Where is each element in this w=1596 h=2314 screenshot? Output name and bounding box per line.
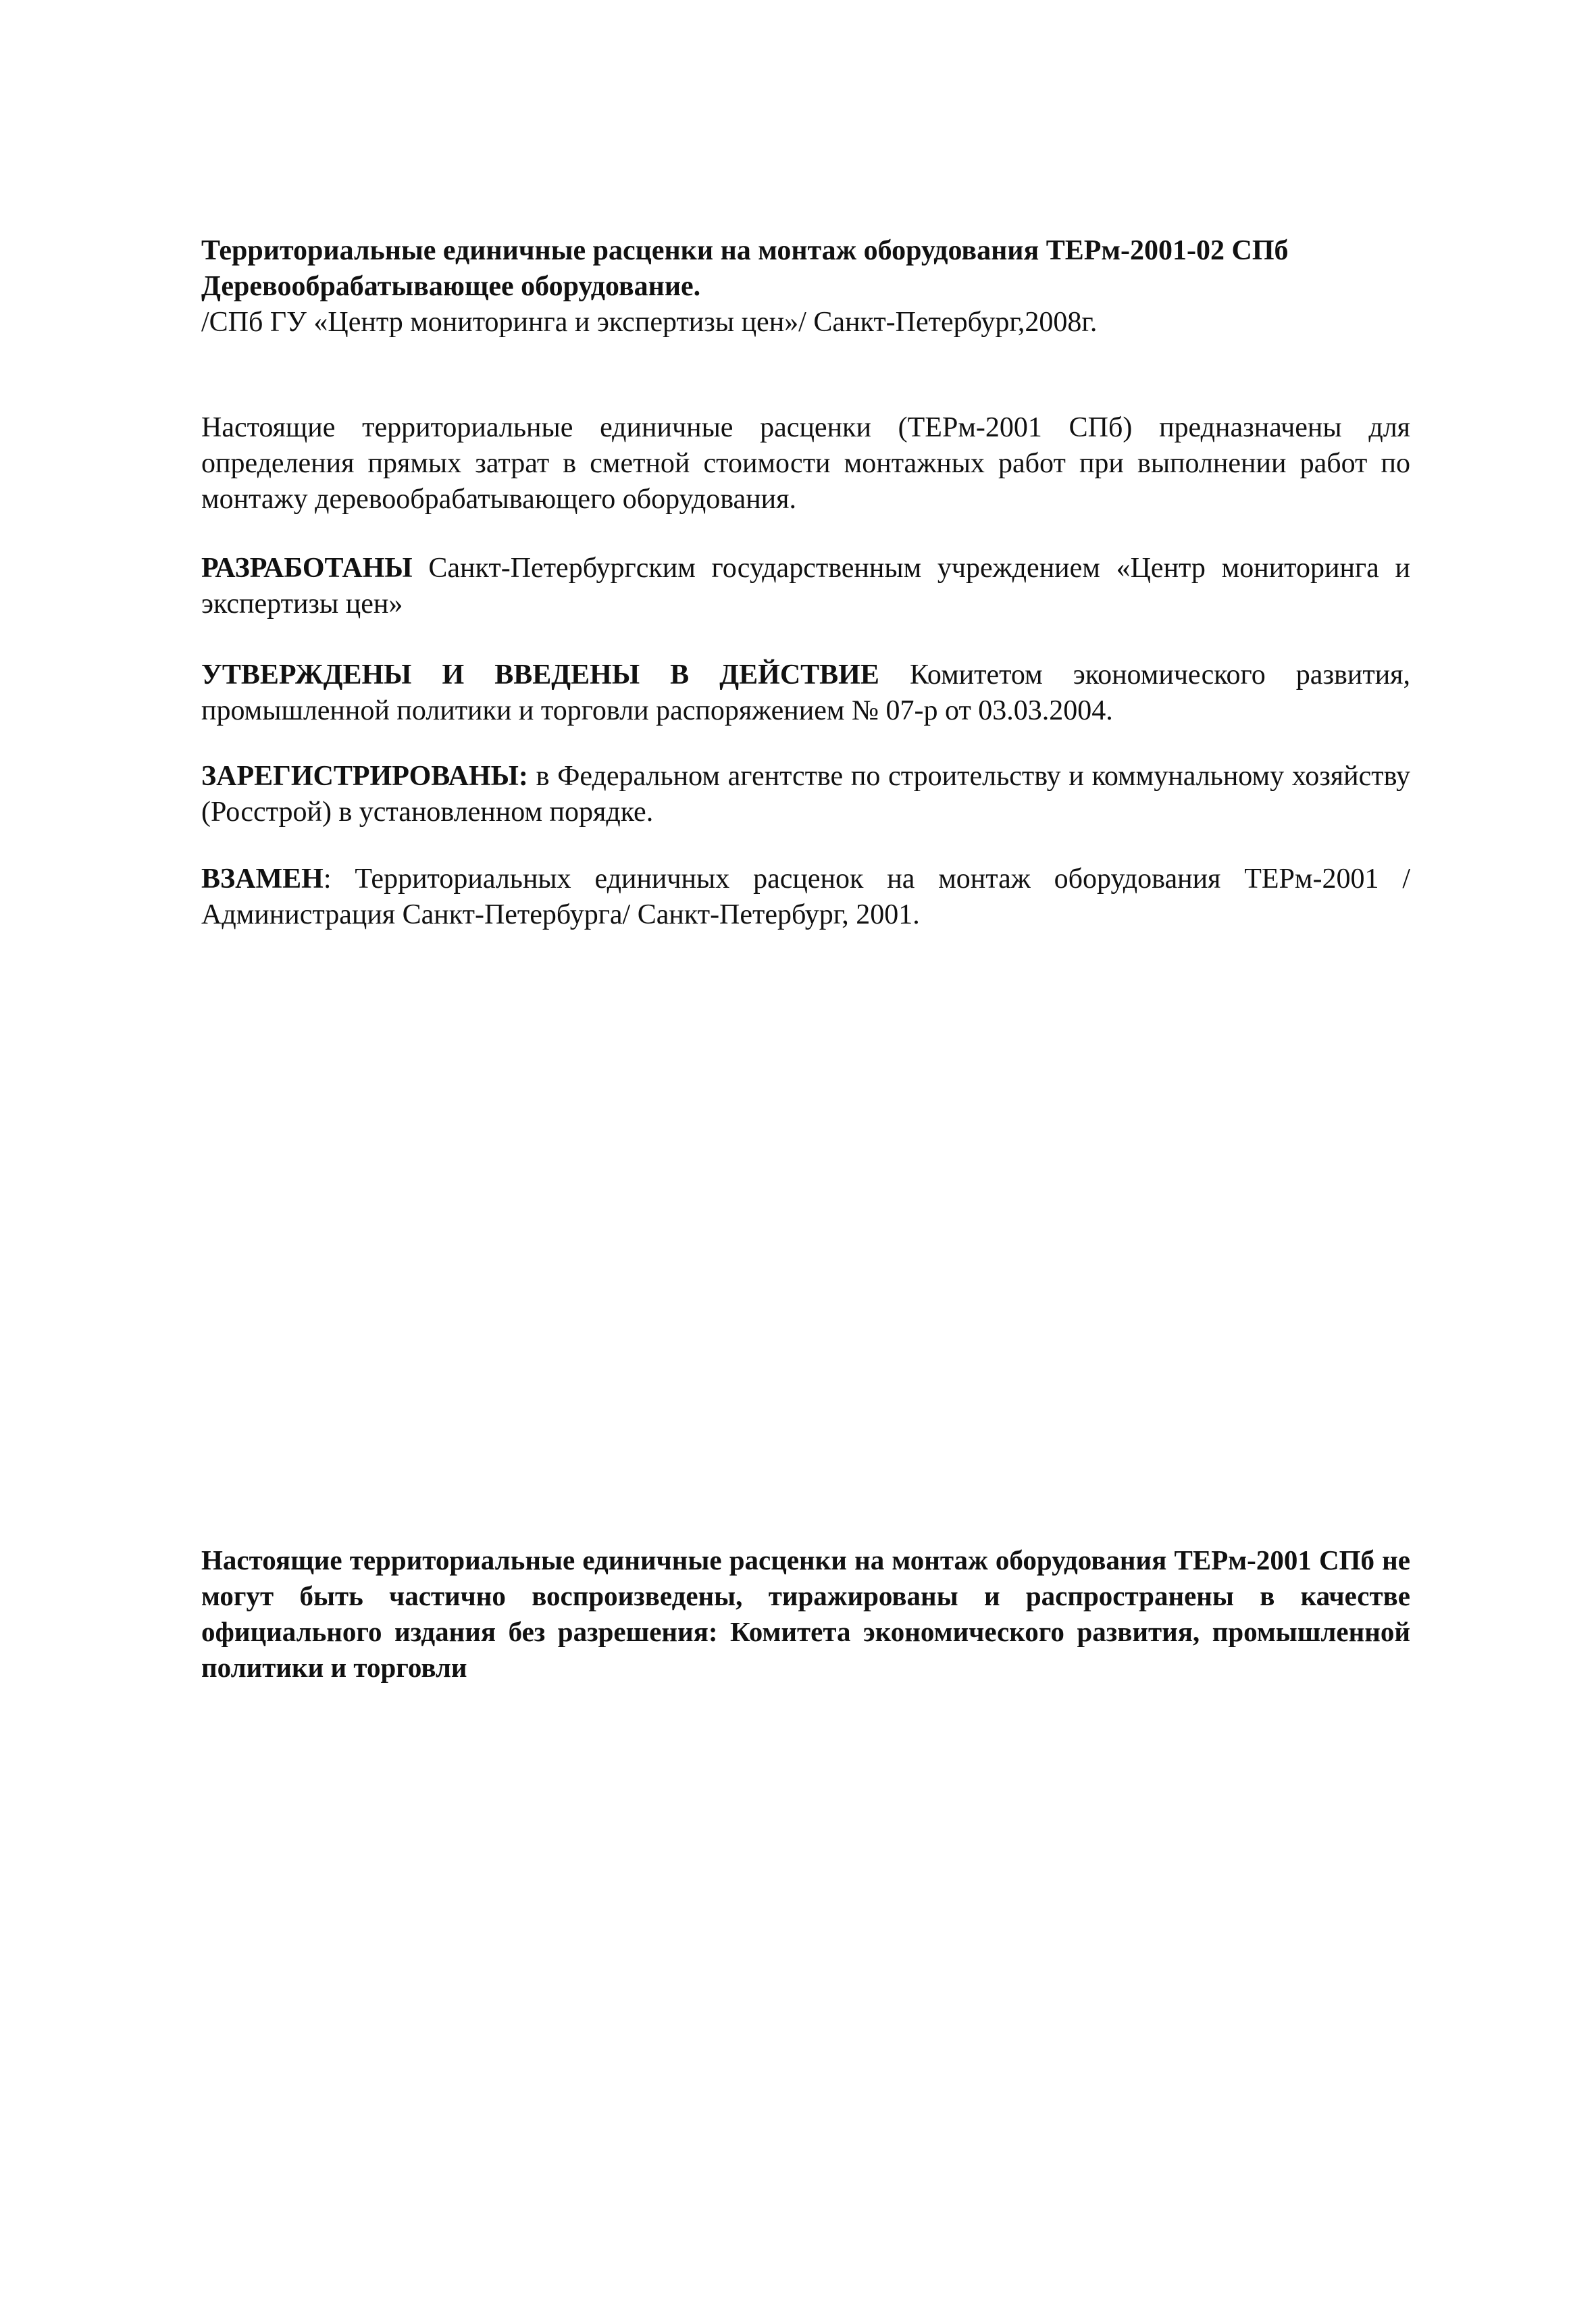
developed-paragraph	[201, 551, 1410, 622]
developed-block	[201, 551, 1410, 622]
replaces-paragraph	[201, 861, 1410, 933]
source-line: /СПб ГУ «Центр мониторинга и экспертизы цен»/ Санкт-Петербург,2008г.	[201, 307, 1098, 338]
registered-text: в Федеральном агентстве по строительству и коммунальному хозяйству (Росстрой) в установленном порядке.	[201, 761, 1410, 828]
copyright-notice: Настоящие территориальные единичные расценки на монтаж оборудования ТЕРм-2001 СПб не могут быть частично воспроизведены, тиражированы и распространены в качестве официального издания без разрешения: Комитета экономического развития, промышленной политики и торговли	[201, 1544, 1410, 1683]
developed-text: Санкт-Петербургским государственным учреждением «Центр мониторинга и экспертизы цен»	[201, 553, 1410, 620]
intro-paragraph: Настоящие территориальные единичные расценки (ТЕРм-2001 СПб) предназначены для определения прямых затрат в сметной стоимости монтажных работ при выполнении работ по монтажу деревообрабатывающего оборудования.	[201, 412, 1410, 515]
approved-label: УТВЕРЖДЕНЫ И ВВЕДЕНЫ В ДЕЙСТВИЕ	[201, 659, 879, 690]
registered-paragraph	[201, 759, 1410, 830]
replaces-block	[201, 861, 1410, 933]
registered-label: ЗАРЕГИСТРИРОВАНЫ:	[201, 761, 528, 792]
intro-block	[201, 410, 1410, 518]
approved-paragraph	[201, 657, 1410, 729]
replaces-text: : Территориальных единичных расценок на монтаж оборудования ТЕРм-2001 /Администрация Санкт-Петербурга/ Санкт-Петербург, 2001.	[201, 863, 1410, 930]
approved-block	[201, 657, 1410, 729]
developed-label: РАЗРАБОТАНЫ	[201, 553, 413, 584]
header-block	[201, 233, 1410, 341]
document-title	[201, 233, 1410, 305]
title-line-1: Территориальные единичные расценки на монтаж оборудования ТЕРм-2001-02 СПб	[201, 235, 1289, 266]
title-line-2: Деревообрабатывающее оборудование.	[201, 271, 701, 302]
approved-text: Комитетом экономического развития, промышленной политики и торговли распоряжением № 07-р от 03.03.2004.	[201, 659, 1410, 726]
replaces-label: ВЗАМЕН	[201, 863, 324, 895]
registered-block	[201, 759, 1410, 830]
